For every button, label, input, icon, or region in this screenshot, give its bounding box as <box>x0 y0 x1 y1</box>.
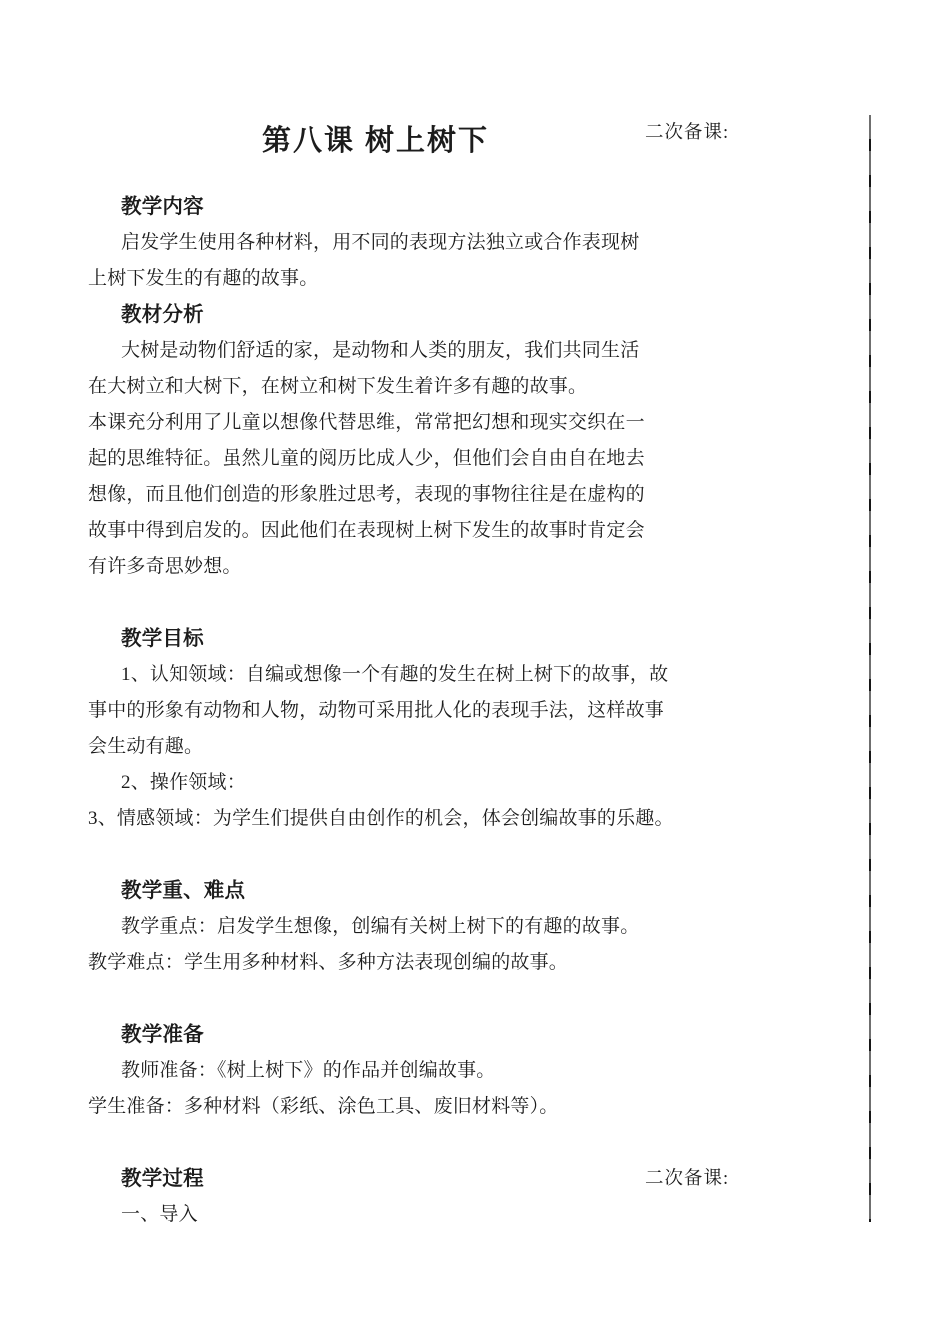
text-line <box>88 909 663 945</box>
text-line <box>88 225 663 261</box>
text-line-content: 会生动有趣。 <box>88 736 204 757</box>
text-line <box>88 441 663 477</box>
section-heading-label: 教学过程 <box>121 1167 204 1190</box>
text-line <box>88 729 663 765</box>
section-heading <box>88 873 663 909</box>
text-line-content: 事中的形象有动物和人物，动物可采用批人化的表现手法，这样故事 <box>88 700 665 721</box>
blank-line <box>88 1125 663 1161</box>
text-line <box>88 513 663 549</box>
text-line-content: 想像，而且他们创造的形象胜过思考，表现的事物往往是在虚构的 <box>88 484 645 505</box>
text-line <box>88 945 663 981</box>
blank-line <box>88 585 663 621</box>
section-heading-label: 教学重、难点 <box>121 879 246 902</box>
section-heading <box>88 189 663 225</box>
text-line <box>88 657 669 693</box>
document-body <box>88 189 730 1233</box>
text-line <box>88 693 663 729</box>
document-title: 第八课 树上树下 <box>261 125 490 157</box>
text-line <box>88 1197 663 1233</box>
text-line-content: 一、导入 <box>121 1204 198 1225</box>
text-line <box>88 333 663 369</box>
text-line <box>88 801 674 837</box>
text-line <box>88 549 663 585</box>
text-line-content: 教师准备：《树上树下》的作品并创编故事。 <box>121 1060 496 1081</box>
clipped-char: 树 <box>620 232 640 253</box>
text-line-content: 本课充分利用了儿童以想像代替思维，常常把幻想和现实交织在一 <box>88 412 645 433</box>
text-line-content: 大树是动物们舒适的家，是动物和人类的朋友，我们共同生活 <box>121 340 640 361</box>
blank-line <box>88 837 663 873</box>
blank-line <box>88 981 663 1017</box>
section-heading-label: 教学目标 <box>121 627 204 650</box>
text-line-content: 教学重点：启发学生想像，创编有关树上树下的有趣的故事。 <box>121 916 640 937</box>
section-heading <box>88 621 663 657</box>
text-line <box>88 1089 663 1125</box>
text-line-content: 2、操作领域： <box>121 772 246 793</box>
section-heading-label: 教学准备 <box>121 1023 204 1046</box>
section-heading <box>88 1161 730 1197</box>
section-heading <box>88 1017 663 1053</box>
column-divider-line <box>869 115 871 1222</box>
text-line <box>88 1053 663 1089</box>
section-heading <box>88 297 663 333</box>
text-line-content: 3、情感领域：为学生们提供自由创作的机会，体会创编故事的乐趣。 <box>88 808 674 829</box>
text-line <box>88 369 663 405</box>
section-heading-label: 教材分析 <box>121 303 204 326</box>
secondary-prep-label: 二次备课: <box>645 123 730 143</box>
text-line-content: 故事中得到启发的。因此他们在表现树上树下发生的故事时肯定会 <box>88 520 645 541</box>
text-line-content: 教学难点：学生用多种材料、多种方法表现创编的故事。 <box>88 952 569 973</box>
text-line-content: 1、认知领域：自编或想像一个有趣的发生在树上树下的故事，故 <box>121 664 669 685</box>
text-line-content: 启发学生使用各种材料，用不同的表现方法独立或合作表现 <box>121 232 621 253</box>
title-row <box>88 105 730 189</box>
text-line <box>88 261 663 297</box>
section-heading-label: 教学内容 <box>121 195 204 218</box>
secondary-prep-label: 二次备课: <box>645 1169 730 1189</box>
text-line-content: 上树下发生的有趣的故事。 <box>88 268 319 289</box>
text-line-content: 有许多奇思妙想。 <box>88 556 242 577</box>
document-content <box>88 105 730 1233</box>
text-line <box>88 765 663 801</box>
text-line-content: 起的思维特征。虽然儿童的阅历比成人少，但他们会自由自在地去 <box>88 448 645 469</box>
text-line-content: 在大树立和大树下，在树立和树下发生着许多有趣的故事。 <box>88 376 588 397</box>
text-line <box>88 405 663 441</box>
text-line <box>88 477 663 513</box>
text-line-content: 学生准备：多种材料（彩纸、涂色工具、废旧材料等）。 <box>88 1096 559 1117</box>
